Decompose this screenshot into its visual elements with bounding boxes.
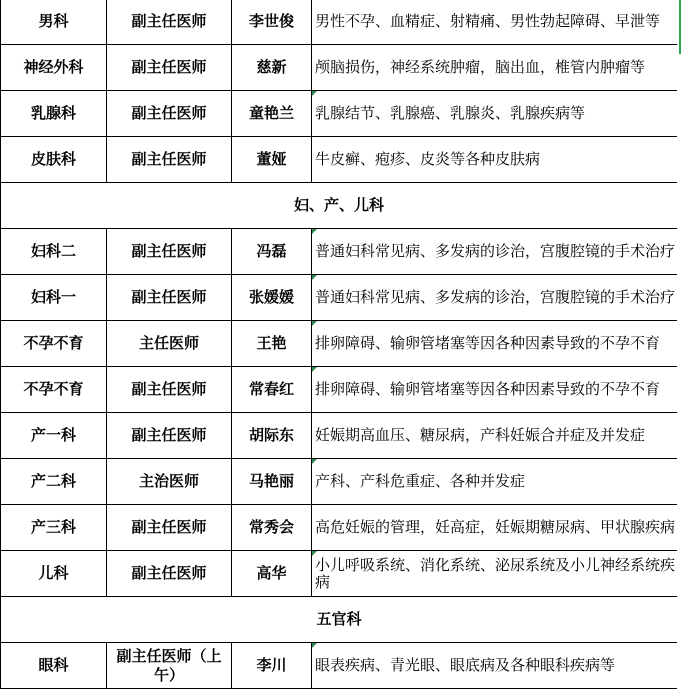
doctor-cell[interactable]: 李世俊 xyxy=(232,0,312,45)
table-row xyxy=(1,91,678,137)
section-title[interactable]: 五官科 xyxy=(1,597,678,643)
selection-edge-line xyxy=(679,0,681,54)
section-row xyxy=(1,597,678,643)
table-row xyxy=(1,0,678,45)
cell-comment-marker-icon xyxy=(312,643,317,648)
title-cell[interactable]: 副主任医师 xyxy=(107,229,232,275)
specialty-cell[interactable] xyxy=(312,137,678,183)
cell-comment-marker-icon xyxy=(312,367,317,372)
doctor-cell[interactable]: 常春红 xyxy=(232,367,312,413)
table-row xyxy=(1,321,678,367)
specialty-cell[interactable] xyxy=(312,229,678,275)
title-cell[interactable]: 副主任医师 xyxy=(107,275,232,321)
title-cell[interactable]: 副主任医师 xyxy=(107,137,232,183)
specialty-cell[interactable] xyxy=(312,413,678,459)
specialty-text: 牛皮癣、疱疹、皮炎等各种皮肤病 xyxy=(315,150,541,168)
title-cell[interactable]: 副主任医师 xyxy=(107,413,232,459)
doctor-cell[interactable]: 高华 xyxy=(232,551,312,597)
doctor-cell[interactable]: 李川 xyxy=(232,643,312,689)
specialty-cell[interactable] xyxy=(312,0,678,45)
department-cell[interactable]: 产一科 xyxy=(1,413,107,459)
specialty-text: 产科、产科危重症、各种并发症 xyxy=(315,472,526,490)
department-cell[interactable]: 神经外科 xyxy=(1,45,107,91)
table-row xyxy=(1,643,678,689)
specialty-text: 眼表疾病、青光眼、眼底病及各种眼科疾病等 xyxy=(315,656,616,674)
table-row xyxy=(1,367,678,413)
specialty-cell[interactable] xyxy=(312,321,678,367)
cell-comment-marker-icon xyxy=(312,229,317,234)
cell-comment-marker-icon xyxy=(312,275,317,280)
doctor-cell[interactable]: 董娅 xyxy=(232,137,312,183)
title-cell[interactable]: 副主任医师 xyxy=(107,551,232,597)
specialty-cell[interactable] xyxy=(312,367,678,413)
department-cell[interactable]: 男科 xyxy=(1,0,107,45)
department-cell[interactable]: 眼科 xyxy=(1,643,107,689)
department-cell[interactable]: 乳腺科 xyxy=(1,91,107,137)
specialty-cell[interactable] xyxy=(312,551,678,597)
table-row xyxy=(1,505,678,551)
doctor-cell[interactable]: 常秀会 xyxy=(232,505,312,551)
cell-comment-marker-icon xyxy=(312,551,317,556)
table-row xyxy=(1,45,678,91)
title-cell[interactable]: 副主任医师（上午） xyxy=(107,643,232,689)
doctor-cell[interactable]: 慈新 xyxy=(232,45,312,91)
table-row xyxy=(1,275,678,321)
section-title[interactable]: 妇、产、儿科 xyxy=(1,183,678,229)
title-cell[interactable]: 副主任医师 xyxy=(107,91,232,137)
department-cell[interactable]: 产二科 xyxy=(1,459,107,505)
department-cell[interactable]: 妇科二 xyxy=(1,229,107,275)
specialty-cell[interactable] xyxy=(312,643,678,689)
doctor-cell[interactable]: 张媛媛 xyxy=(232,275,312,321)
department-cell[interactable]: 皮肤科 xyxy=(1,137,107,183)
specialty-cell[interactable] xyxy=(312,459,678,505)
department-cell[interactable]: 不孕不育 xyxy=(1,321,107,367)
specialty-text: 普通妇科常见病、多发病的诊治，宫腹腔镜的手术治疗 xyxy=(315,288,676,306)
department-cell[interactable]: 儿科 xyxy=(1,551,107,597)
specialty-cell[interactable] xyxy=(312,505,678,551)
specialty-text: 普通妇科常见病、多发病的诊治，宫腹腔镜的手术治疗 xyxy=(315,242,676,260)
cell-comment-marker-icon xyxy=(312,459,317,464)
specialty-cell[interactable] xyxy=(312,275,678,321)
specialty-text: 乳腺结节、乳腺癌、乳腺炎、乳腺疾病等 xyxy=(315,104,586,122)
table-row xyxy=(1,459,678,505)
specialty-text: 颅脑损伤，神经系统肿瘤，脑出血，椎管内肿瘤等 xyxy=(315,58,646,76)
table-row xyxy=(1,229,678,275)
title-cell[interactable]: 副主任医师 xyxy=(107,45,232,91)
specialty-text: 高危妊娠的管理，妊高症，妊娠期糖尿病、甲状腺疾病 xyxy=(315,518,676,536)
table-row xyxy=(1,551,678,597)
doctor-cell[interactable]: 王艳 xyxy=(232,321,312,367)
specialty-cell[interactable] xyxy=(312,45,678,91)
table-row xyxy=(1,413,678,459)
specialty-text: 排卵障碍、输卵管堵塞等因各种因素导致的不孕不育 xyxy=(315,380,661,398)
department-cell[interactable]: 产三科 xyxy=(1,505,107,551)
specialty-text: 排卵障碍、输卵管堵塞等因各种因素导致的不孕不育 xyxy=(315,334,661,352)
title-cell[interactable]: 副主任医师 xyxy=(107,367,232,413)
title-cell[interactable]: 主任医师 xyxy=(107,321,232,367)
doctor-cell[interactable]: 冯磊 xyxy=(232,229,312,275)
section-row xyxy=(1,183,678,229)
cell-comment-marker-icon xyxy=(312,321,317,326)
doctor-cell[interactable]: 胡际东 xyxy=(232,413,312,459)
title-cell[interactable]: 主治医师 xyxy=(107,459,232,505)
specialty-text: 男性不孕、血精症、射精痛、男性勃起障碍、早泄等 xyxy=(315,12,661,30)
specialty-text: 小儿呼吸系统、消化系统、泌尿系统及小儿神经系统疾病 xyxy=(315,555,676,591)
title-cell[interactable]: 副主任医师 xyxy=(107,0,232,45)
specialty-text: 妊娠期高血压、糖尿病，产科妊娠合并症及并发症 xyxy=(315,426,646,444)
cell-comment-marker-icon xyxy=(312,91,317,96)
department-cell[interactable]: 妇科一 xyxy=(1,275,107,321)
specialty-cell[interactable] xyxy=(312,91,678,137)
title-cell[interactable]: 副主任医师 xyxy=(107,505,232,551)
doctor-cell[interactable]: 马艳丽 xyxy=(232,459,312,505)
department-cell[interactable]: 不孕不育 xyxy=(1,367,107,413)
doctor-cell[interactable]: 童艳兰 xyxy=(232,91,312,137)
table-row xyxy=(1,137,678,183)
